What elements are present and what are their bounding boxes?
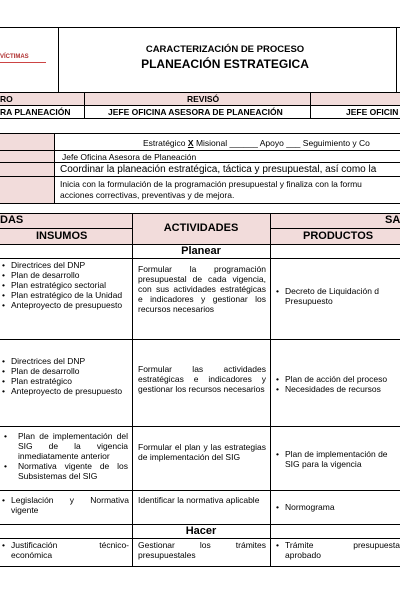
header-top-border [0,27,400,28]
process-scope-line-1: Inicia con la formulación de la programación presupuestal y finaliza con la formu [60,179,362,189]
list-item: • Anteproyecto de presupuesto [2,300,129,310]
info-border-3 [0,162,400,163]
column-divider-1 [132,213,133,567]
process-type-seguimiento: Seguimiento y Co [302,138,370,148]
list-item: • Decreto de Liquidación d Presupuesto [276,286,400,306]
list-item: • Plan estratégico [2,376,129,386]
row-1-actividad: Formular la programación presupuestal de cada vigencia, con sus actividades estratégicas e indicadores y gestionar los recursos necesarios [138,264,266,314]
row-1-bottom-border [0,339,400,340]
column-divider-2 [270,213,271,567]
row-1-productos [276,286,400,306]
list-item: • Directrices del DNP [2,260,129,270]
logo-text: VÍCTIMAS [0,54,29,60]
phase-planear: Planear [181,245,221,257]
salidas-header: SA [385,214,400,226]
process-leader: Jefe Oficina Asesora de Planeación [62,152,197,162]
list-item: • Plan de implementación del SIG de la vigencia inmediatamente anterior [4,431,128,461]
row-4-insumos [2,495,129,515]
list-item: • Plan estratégico sectorial [2,280,129,290]
list-item: • Plan de acción del proceso [276,374,400,384]
process-name: PLANEACIÓN ESTRATEGICA [141,57,309,71]
row-2-insumos [2,356,129,396]
approval-col3-value: JEFE OFICIN [346,107,399,117]
list-item: • Anteproyecto de presupuesto [2,386,129,396]
process-title: CARACTERIZACIÓN DE PROCESO [145,44,305,55]
row-2-actividad: Formular las actividades estratégicas e indicadores y gestionar los recursos necesarios [138,364,266,394]
list-item: • Trámite presupuesta aprobado [276,540,400,560]
productos-header: PRODUCTOS [303,230,374,242]
table-header-mid-border-right [270,228,400,229]
info-border-1 [0,133,400,134]
info-label-column [0,133,54,204]
list-item: • Normograma [276,502,400,512]
table-header-top-border [0,213,400,214]
row-5-productos [276,540,400,560]
info-border-5 [0,203,400,204]
row-2-bottom-border [0,426,400,427]
list-item: • Plan estratégico de la Unidad [2,290,129,300]
process-type-selected-mark: X [187,138,194,148]
process-type-misional: Misional ______ [195,138,258,148]
list-item: • Justificación técnico-económica [2,540,129,560]
actividades-header: ACTIVIDADES [163,222,239,234]
approval-bottom-border [0,118,400,119]
row-3-productos [276,449,400,469]
row-4-actividad: Identificar la normativa aplicable [138,495,260,505]
row-5-insumos [2,540,129,560]
row-5-bottom-border [0,566,400,567]
info-divider [54,133,55,203]
row-3-actividad: Formular el plan y las estrategias de implementación del SIG [138,442,266,462]
row-2-productos [276,374,400,394]
list-item: • Plan de implementación de SIG para la vigencia [276,449,400,469]
insumos-header: INSUMOS [36,230,88,242]
row-1-insumos [2,260,129,310]
process-scope-line-2: acciones correctivas, preventivas y de mejora. [60,190,235,200]
approval-col2-label: REVISÓ [187,94,220,104]
approval-col1-label: RO [0,94,13,104]
list-item: • Necesidades de recursos [276,384,400,394]
process-objective: Coordinar la planeación estratégica, táctica y presupuestal, así como la [60,164,377,175]
list-item: • Directrices del DNP [2,356,129,366]
table-header-mid-border-left [0,228,132,229]
planear-bottom-border [0,258,400,259]
approval-divider-1 [84,92,85,118]
row-3-bottom-border [0,490,400,491]
header-divider [58,27,59,92]
process-type-apoyo: Apoyo ___ [259,138,301,148]
list-item: • Normativa vigente de los Subsistemas del SIG [4,461,128,481]
entradas-header: DAS [0,214,24,226]
approval-col1-value: RA PLANEACIÓN [0,107,71,117]
row-3-insumos [4,431,128,481]
list-item: • Legislación y Normativa vigente [2,495,129,515]
approval-mid-border [0,105,400,106]
list-item: • Plan de desarrollo [2,366,129,376]
approval-divider-2 [310,92,311,118]
hacer-bottom-border [0,538,400,539]
phase-hacer: Hacer [185,525,217,537]
logo-underline [0,62,46,63]
list-item: • Plan de desarrollo [2,270,129,280]
approval-col2-value: JEFE OFICINA ASESORA DE PLANEACIÓN [108,107,283,117]
header-right-divider [396,27,397,92]
row-5-actividad: Gestionar los trámites presupuestales [138,540,266,560]
process-type-line [143,138,370,148]
info-border-2 [0,150,400,151]
row-4-productos [276,502,400,512]
info-border-4 [0,176,400,177]
process-type-estrategico: Estratégico [143,138,186,148]
